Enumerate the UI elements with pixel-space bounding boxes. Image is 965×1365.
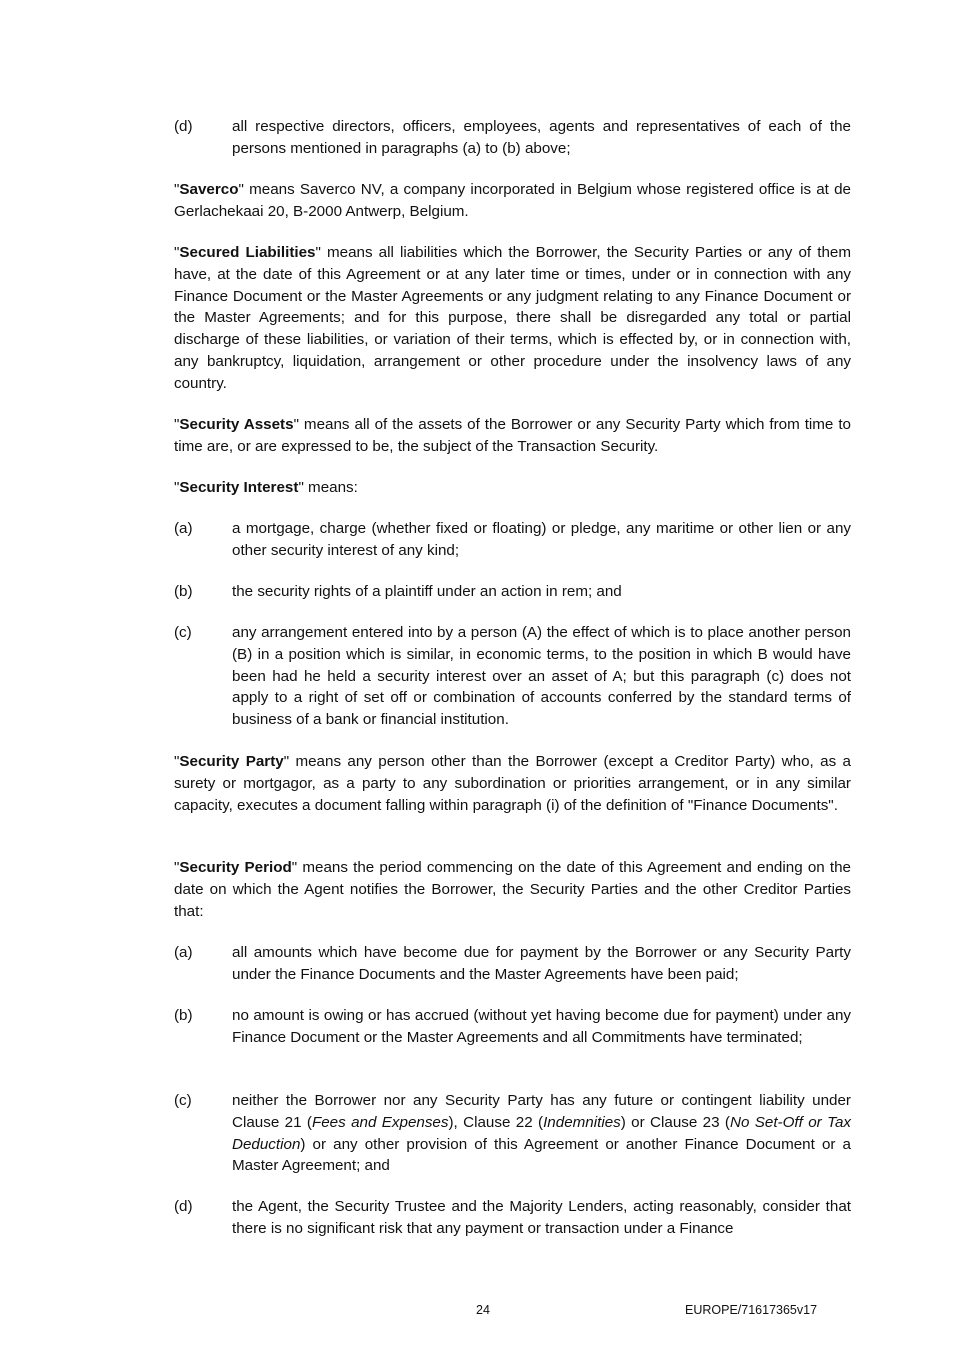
defined-term: Security Period (179, 859, 292, 876)
list-text: no amount is owing or has accrued (without yet having become due for payment) under any Finance Document or the Master Agreements and all Commitments have terminated; (232, 1007, 851, 1046)
list-label: (a) (174, 520, 193, 537)
list-item-sp-b (174, 1005, 851, 1049)
list-text: neither the Borrower nor any Security Party has any future or contingent liability under Clause 21 (Fees and Expenses), Clause 22 (Indemnities) or Clause 23 (No Set-Off or Tax Deduction) or any other provision of this Agreement or another Finance Document or a Master Agreement; and (232, 1092, 852, 1175)
list-label: (b) (174, 583, 193, 600)
defined-term: Security Party (179, 753, 284, 770)
defined-term: Security Interest (179, 479, 299, 496)
document-reference: EUROPE/71617365v17 (685, 1303, 818, 1317)
list-text: the security rights of a plaintiff under an action in rem; and (232, 583, 622, 600)
definition-security-party: "Security Party" means any person other than the Borrower (except a Creditor Party) who, as a surety or mortgagor, as a party to any subordination or priorities arrangement, or in any similar capacity, executes a document falling within paragraph (i) of the definition of "Finance Documents". (174, 753, 851, 814)
list-text: any arrangement entered into by a person (A) the effect of which is to place another person (B) in a position which is similar, in economic terms, to the position in which B would have been had he held a security interest over an asset of A; but this paragraph (c) does not apply to a right of set off or combination of accounts conferred by the standard terms of business of a bank or financial institution. (232, 624, 851, 729)
list-text: all respective directors, officers, employees, agents and representatives of each of the persons mentioned in paragraphs (a) to (b) above; (232, 118, 851, 157)
list-item-d-persons (174, 116, 851, 160)
list-text: a mortgage, charge (whether fixed or floating) or pledge, any maritime or other lien or any other security interest of any kind; (232, 520, 851, 559)
definition-saverco: "Saverco" means Saverco NV, a company incorporated in Belgium whose registered office is at de Gerlachekaai 20, B-2000 Antwerp, Belgium. (174, 181, 851, 220)
list-label: (a) (174, 944, 193, 961)
list-item-sp-a (174, 942, 851, 986)
list-label: (c) (174, 1092, 192, 1109)
definition-secured-liabilities: "Secured Liabilities" means all liabilities which the Borrower, the Security Parties or any of them have, at the date of this Agreement or at any later time or times, under or in connection with any Finance Document or the Master Agreements or any judgment relating to any Finance Document or the Master Agreements; and for this purpose, there shall be disregarded any total or partial discharge of these liabilities, or variation of their terms, which is effected by, or in connection with, any bankruptcy, liquidation, arrangement or other procedure under the insolvency laws of any country. (174, 244, 851, 392)
list-text: all amounts which have become due for payment by the Borrower or any Security Party under the Finance Documents and the Master Agreements have been paid; (232, 944, 851, 983)
defined-term: Security Assets (179, 416, 294, 433)
list-label: (d) (174, 1198, 193, 1215)
defined-term: Secured Liabilities (179, 244, 316, 261)
list-item-si-b (174, 581, 851, 603)
list-label: (d) (174, 118, 193, 135)
definition-security-period: "Security Period" means the period commencing on the date of this Agreement and ending on the date on which the Agent notifies the Borrower, the Security Parties and the other Creditor Parties that: (174, 859, 852, 920)
definition-security-interest: "Security Interest" means: (174, 479, 358, 496)
list-label: (c) (174, 624, 192, 641)
list-item-si-c (174, 622, 851, 731)
defined-term: Saverco (179, 181, 239, 198)
list-text: the Agent, the Security Trustee and the Majority Lenders, acting reasonably, consider that there is no significant risk that any payment or transaction under a Finance (232, 1198, 851, 1237)
page-number: 24 (476, 1303, 490, 1317)
list-item-sp-d (174, 1196, 851, 1240)
list-item-si-a (174, 518, 851, 562)
list-label: (b) (174, 1007, 193, 1024)
definition-security-assets: "Security Assets" means all of the assets of the Borrower or any Security Party which from time to time are, or are expressed to be, the subject of the Transaction Security. (174, 416, 852, 455)
list-item-sp-c (174, 1090, 851, 1177)
